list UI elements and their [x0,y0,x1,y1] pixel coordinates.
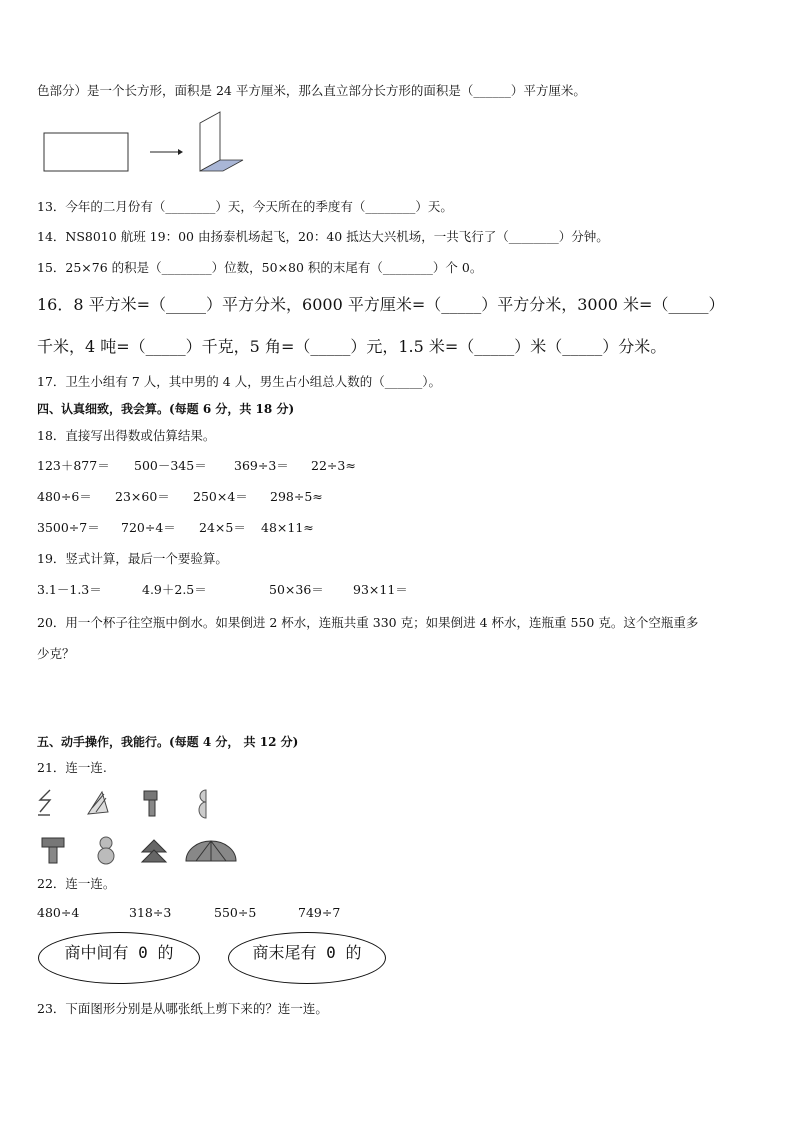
zigzag-half-icon [38,790,50,815]
calc-item: 50×36＝ [269,582,324,597]
calc-item: 48×11≈ [261,520,314,535]
calc-item: 3.1－1.3＝ [37,582,102,597]
calc-item: 720÷4＝ [121,520,176,535]
q18-title: 18．直接写出得数或估算结果。 [37,428,216,443]
q19-title: 19．竖式计算，最后一个要验算。 [37,551,228,566]
q21-full-figures [36,834,246,868]
calc-item: 3500÷7＝ [37,520,100,535]
section4-heading: 四、认真细致，我会算。(每题 6 分，共 18 分) [37,402,295,416]
division-item: 318÷3 [129,905,172,920]
oval-label: 商末尾有 0 的 [252,942,362,962]
oval-label: 商中间有 0 的 [64,942,174,962]
q16-line2: 千米，4 吨=（_____）千克，5 角=（_____）元，1.5 米=（_____）米（_____）分米。 [37,337,667,356]
upright-panel [200,112,220,171]
division-item: 550÷5 [214,905,257,920]
calc-item: 22÷3≈ [311,458,356,473]
calc-item: 23×60＝ [115,489,170,504]
calc-item: 298÷5≈ [270,489,323,504]
calc-item: 369÷3＝ [234,458,289,473]
oval-middle-zero[interactable] [38,932,200,984]
calc-item: 24×5＝ [199,520,246,535]
arrow-head [178,149,183,155]
calc-item: 93×11＝ [353,582,408,597]
q14-text: 14．NS8010 航班 19：00 由扬泰机场起飞，20：40 抵达大兴机场，一共飞行了（________）分钟。 [37,229,609,244]
q16-line1: 16．8 平方米=（_____）平方分米，6000 平方厘米=（_____）平方分米，3000 米=（_____） [37,295,725,314]
umbrella-half-icon [88,792,108,814]
q20-line1: 20．用一个杯子往空瓶中倒水。如果倒进 2 杯水，连瓶共重 330 克；如果倒进 4 杯水，连瓶重 550 克。这个空瓶重多 [37,615,699,630]
house-half-icon [144,791,157,816]
calc-item: 123＋877＝ [37,458,110,473]
calc-item: 480÷6＝ [37,489,92,504]
q22-title: 22．连一连。 [37,876,116,891]
oval-end-zero[interactable] [228,932,386,984]
calc-item: 500－345＝ [134,458,207,473]
calc-item: 4.9＋2.5＝ [142,582,207,597]
q12-figure [40,110,250,190]
q17-text: 17．卫生小组有 7 人，其中男的 4 人，男生占小组总人数的（______）。 [37,374,441,389]
division-item: 749÷7 [298,905,341,920]
flat-rectangle [44,133,128,171]
house-icon [42,838,64,863]
q12-text: 色部分）是一个长方形，面积是 24 平方厘米，那么直立部分长方形的面积是（______）平方厘米。 [37,83,586,98]
q20-line2: 少克？ [37,646,75,661]
calc-item: 250×4＝ [193,489,248,504]
q21-half-figures [36,786,236,820]
division-item: 480÷4 [37,905,80,920]
q23-text: 23．下面图形分别是从哪张纸上剪下来的？连一连。 [37,1001,328,1016]
snowman-half-icon [199,790,206,818]
q21-title: 21．连一连. [37,760,107,775]
q15-text: 15．25×76 的积是（________）位数，50×80 积的末尾有（________）个 0。 [37,260,483,275]
tree-shape-icon [142,840,166,862]
umbrella-icon [186,841,236,861]
q13-text: 13．今年的二月份有（________）天，今天所在的季度有（________）天。 [37,199,453,214]
snowman-icon [98,837,114,864]
section5-heading: 五、动手操作，我能行。(每题 4 分， 共 12 分) [37,735,299,749]
